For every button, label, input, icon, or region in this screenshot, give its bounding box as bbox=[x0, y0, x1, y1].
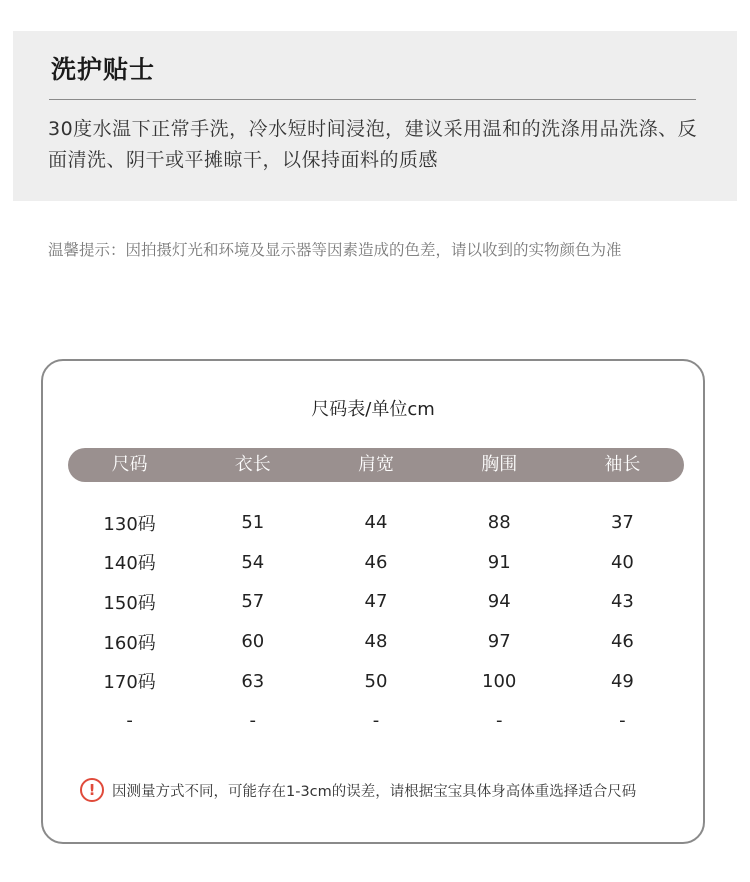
measurement-warning-text: 因测量方式不同，可能存在1-3cm的误差，请根据宝宝具体身高体重选择适合尺码 bbox=[112, 783, 637, 800]
table-cell: 47 bbox=[364, 591, 388, 613]
header-length: 衣长 bbox=[234, 454, 271, 475]
table-cell: 54 bbox=[241, 551, 265, 573]
header-size: 尺码 bbox=[111, 454, 148, 475]
table-cell: 88 bbox=[487, 512, 511, 534]
table-cell: 49 bbox=[610, 670, 634, 692]
header-sleeve: 袖长 bbox=[604, 454, 641, 475]
table-cell: 43 bbox=[610, 591, 634, 613]
table-cell: 91 bbox=[487, 551, 511, 573]
size-chart-title: 尺码表/单位cm bbox=[311, 399, 435, 420]
table-cell: 94 bbox=[487, 591, 511, 613]
exclamation-circle-icon: ! bbox=[80, 778, 104, 802]
care-tips-panel bbox=[13, 31, 737, 201]
header-shoulder: 肩宽 bbox=[358, 454, 394, 475]
table-cell: 44 bbox=[364, 512, 388, 534]
table-row bbox=[68, 661, 684, 701]
table-cell: 57 bbox=[241, 591, 265, 613]
care-tips-text: 30度水温下正常手洗，冷水短时间浸泡，建议采用温和的洗涤用品洗涤、反面清洗、阴干或平摊晾干，以保持面料的质感 bbox=[48, 118, 698, 171]
table-cell: 51 bbox=[241, 512, 265, 534]
table-cell: 37 bbox=[610, 512, 634, 534]
table-cell: - bbox=[249, 710, 257, 732]
table-cell: 150码 bbox=[103, 592, 156, 614]
color-notice: 温馨提示：因拍摄灯光和环境及显示器等因素造成的色差，请以收到的实物颜色为准 bbox=[48, 241, 622, 259]
table-cell: 46 bbox=[610, 631, 634, 653]
care-tips-title: 洗护贴士 bbox=[51, 55, 156, 84]
table-cell: 63 bbox=[241, 670, 265, 692]
table-cell: 40 bbox=[610, 551, 634, 573]
size-chart-card bbox=[41, 359, 705, 844]
table-cell: - bbox=[126, 710, 133, 732]
table-cell: 100 bbox=[482, 670, 517, 692]
measurement-warning bbox=[80, 775, 636, 805]
table-cell: 130码 bbox=[103, 513, 156, 535]
table-row bbox=[68, 503, 684, 543]
table-cell: - bbox=[495, 710, 503, 732]
table-cell: 97 bbox=[487, 631, 511, 653]
table-cell: - bbox=[619, 710, 626, 732]
table-row bbox=[68, 582, 684, 622]
table-row bbox=[68, 701, 684, 741]
table-cell: 50 bbox=[364, 670, 388, 692]
table-row bbox=[68, 622, 684, 662]
table-cell: 60 bbox=[241, 631, 265, 653]
care-tips-divider bbox=[49, 99, 696, 100]
size-chart-header bbox=[68, 448, 684, 482]
size-chart-body bbox=[68, 503, 684, 741]
header-chest: 胸围 bbox=[481, 454, 518, 475]
table-cell: - bbox=[372, 710, 380, 732]
table-cell: 140码 bbox=[103, 553, 156, 575]
table-cell: 160码 bbox=[103, 632, 156, 654]
table-cell: 46 bbox=[364, 551, 388, 573]
table-row bbox=[68, 543, 684, 583]
table-cell: 170码 bbox=[103, 672, 156, 694]
table-cell: 48 bbox=[364, 631, 388, 653]
